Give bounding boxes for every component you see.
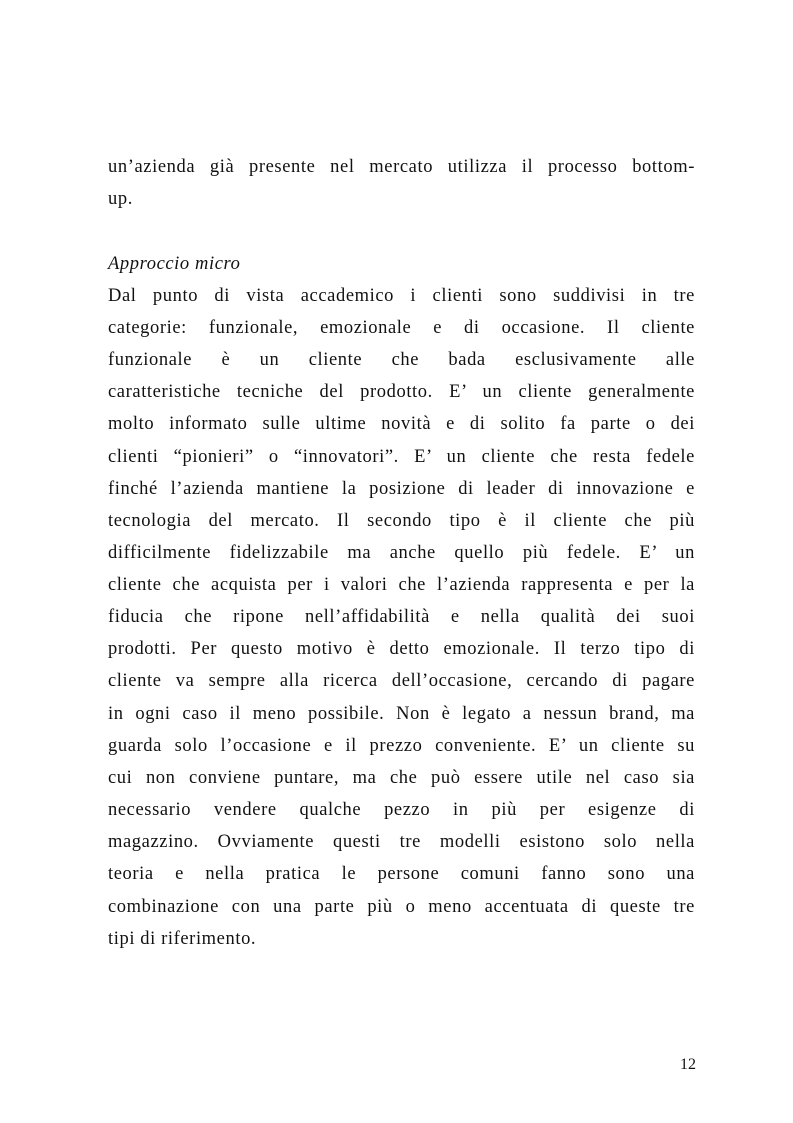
section-heading: Approccio micro (108, 254, 241, 274)
paragraph-line: categorie: funzionale, emozionale e di occasione. Il cliente (108, 318, 695, 338)
paragraph-line: difficilmente fidelizzabile ma anche quello più fedele. E’ un (108, 543, 695, 563)
paragraph-line: prodotti. Per questo motivo è detto emozionale. Il terzo tipo di (108, 639, 695, 659)
page-number: 12 (680, 1056, 696, 1073)
paragraph-line: Dal punto di vista accademico i clienti sono suddivisi in tre (108, 286, 695, 306)
paragraph-line: cliente che acquista per i valori che l’azienda rappresenta e per la (108, 575, 695, 595)
paragraph-line: magazzino. Ovviamente questi tre modelli esistono solo nella (108, 832, 695, 852)
paragraph-line: finché l’azienda mantiene la posizione di leader di innovazione e (108, 479, 695, 499)
paragraph-line: caratteristiche tecniche del prodotto. E’ un cliente generalmente (108, 382, 695, 402)
paragraph-line: fiducia che ripone nell’affidabilità e nella qualità dei suoi (108, 607, 695, 627)
paragraph-line: guarda solo l’occasione e il prezzo conveniente. E’ un cliente su (108, 736, 695, 756)
paragraph-line: molto informato sulle ultime novità e di solito fa parte o dei (108, 414, 695, 434)
paragraph-line: necessario vendere qualche pezzo in più per esigenze di (108, 800, 695, 820)
paragraph-line: cui non conviene puntare, ma che può essere utile nel caso sia (108, 768, 695, 788)
intro-line: un’azienda già presente nel mercato utilizza il processo bottom- (108, 157, 695, 177)
paragraph-line: tipi di riferimento. (108, 929, 257, 949)
intro-line: up. (108, 189, 133, 209)
paragraph-line: clienti “pionieri” o “innovatori”. E’ un cliente che resta fedele (108, 447, 695, 467)
paragraph-line: combinazione con una parte più o meno accentuata di queste tre (108, 897, 695, 917)
paragraph-line: cliente va sempre alla ricerca dell’occasione, cercando di pagare (108, 671, 695, 691)
paragraph-line: funzionale è un cliente che bada esclusivamente alle (108, 350, 695, 370)
paragraph-line: teoria e nella pratica le persone comuni fanno sono una (108, 864, 695, 884)
paragraph-line: tecnologia del mercato. Il secondo tipo è il cliente che più (108, 511, 695, 531)
paragraph-line: in ogni caso il meno possibile. Non è legato a nessun brand, ma (108, 704, 695, 724)
